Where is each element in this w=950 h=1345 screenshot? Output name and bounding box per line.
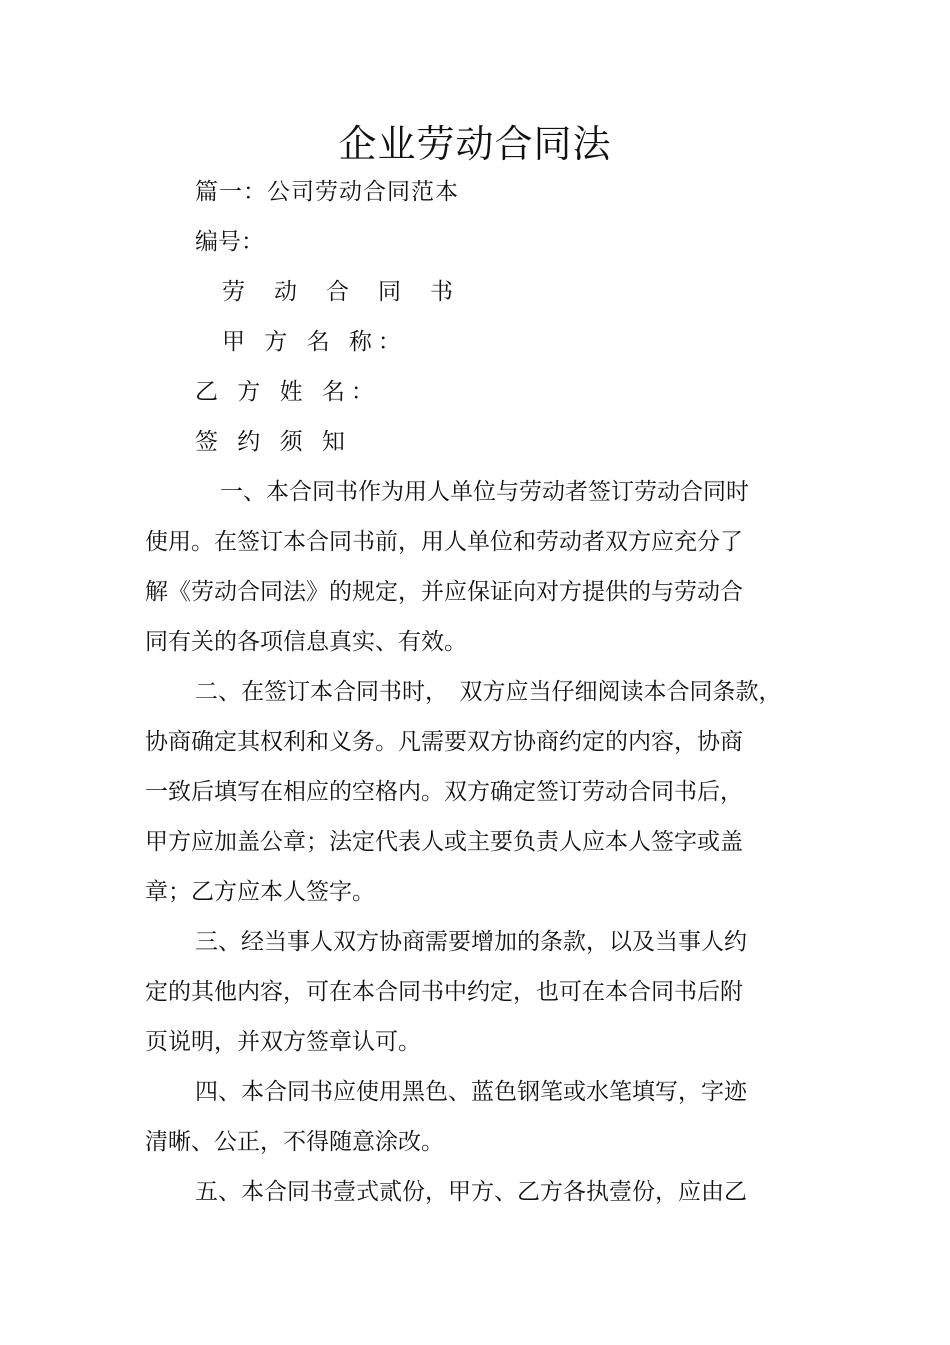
paragraph-line: 清晰、公正，不得随意涂改。 [145,1129,444,1155]
paragraph-line: 页说明，并双方签章认可。 [145,1029,421,1055]
paragraph-line: 定的其他内容，可在本合同书中约定，也可在本合同书后附 [145,979,743,1005]
paragraph-line: 四、本合同书应使用黑色、蓝色钢笔或水笔填写，字迹 [195,1079,747,1105]
section-heading: 篇一：公司劳动合同范本 [195,179,459,205]
paragraph-line: 解《劳动合同法》的规定，并应保证向对方提供的与劳动合 [145,579,743,605]
document-title: 企业劳动合同法 [338,122,612,166]
paragraph-line: 使用。在签订本合同书前，用人单位和劳动者双方应充分了 [145,529,743,555]
paragraph-line: 章；乙方应本人签字。 [145,879,375,905]
contract-book-heading: 劳 动 合 同 书 [222,279,456,305]
paragraph-line: 一致后填写在相应的空格内。双方确定签订劳动合同书后， [145,779,743,805]
paragraph-line: 一、本合同书作为用人单位与劳动者签订劳动合同时 [220,479,749,505]
paragraph-line: 五、本合同书壹式贰份，甲方、乙方各执壹份，应由乙 [195,1179,747,1205]
party-a-name-label: 甲 方 名 称： [222,329,407,355]
paragraph-line: 甲方应加盖公章；法定代表人或主要负责人应本人签字或盖 [145,829,743,855]
paragraph-line: 三、经当事人双方协商需要增加的条款，以及当事人约 [195,929,747,955]
contract-number-label: 编号： [195,229,264,255]
signing-notice-heading: 签 约 须 知 [195,429,351,455]
paragraph-line: 同有关的各项信息真实、有效。 [145,629,467,655]
party-b-name-label: 乙 方 姓 名： [195,379,380,405]
paragraph-line: 协商确定其权利和义务。凡需要双方协商约定的内容，协商 [145,729,743,755]
paragraph-line: 二、在签订本合同书时， 双方应当仔细阅读本合同条款， [195,679,782,705]
